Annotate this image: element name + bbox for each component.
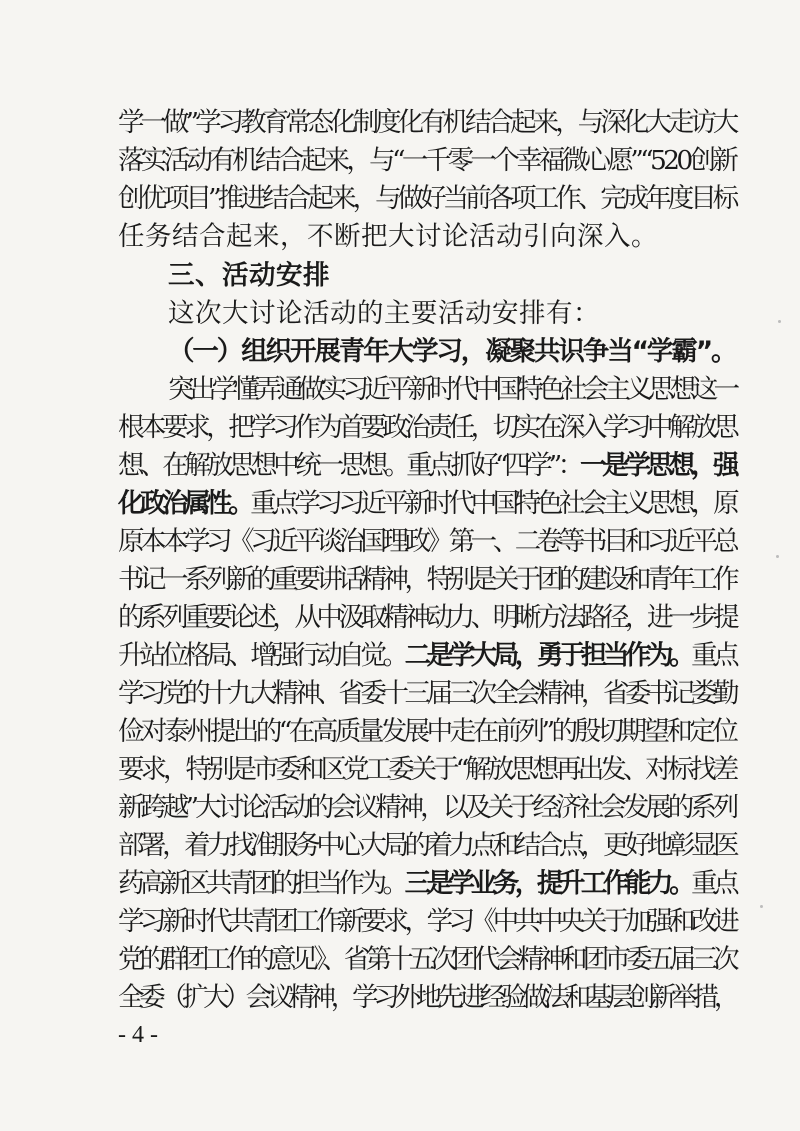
text-segment: 落实活动有机结合起来，与“一千零一个幸福微心愿”“520创新: [118, 145, 736, 176]
text-segment: 学习新时代共青团工作新要求，学习《中共中央关于加强和改进: [118, 906, 736, 937]
text-segment: 书记一系列新的重要讲话精神，特别是关于团的建设和青年工作: [118, 564, 736, 595]
scan-speck: [760, 905, 763, 908]
text-line: [118, 903, 738, 941]
text-segment: 突出学懂弄通做实习近平新时代中国特色社会主义思想这一: [168, 374, 736, 405]
bold-text: 二是学大局，勇于担当作为。: [404, 640, 692, 671]
bold-text: 三是学业务，提升工作能力。: [404, 868, 692, 899]
text-line: [118, 751, 738, 789]
bold-text: 三、活动安排: [168, 260, 330, 291]
text-line: [118, 218, 738, 256]
text-line: [118, 637, 738, 675]
page-number: - 4 -: [118, 1022, 158, 1048]
text-line: [118, 142, 738, 180]
text-line: [168, 295, 738, 333]
text-segment: 根本要求，把学习作为首要政治责任，切实在深入学习中解放思: [118, 412, 736, 443]
text-segment: 的系列重要论述，从中汲取精神动力、明晰方法路径，进一步提: [118, 602, 736, 633]
text-segment: 学一做”学习教育常态化制度化有机结合起来，与深化大走访大: [118, 107, 736, 138]
text-line: [118, 180, 738, 218]
text-segment: 重点: [691, 868, 736, 899]
text-line: [118, 447, 738, 485]
text-line: [118, 865, 738, 903]
bold-text: 化政治属性。: [118, 488, 251, 519]
text-segment: 学习党的十九大精神、省委十三届三次全会精神，省委书记娄勤: [118, 678, 736, 709]
text-segment: 俭对泰州提出的“在高质量发展中走在前列”的殷切期望和定位: [118, 716, 736, 747]
text-segment: 重点学习习近平新时代中国特色社会主义思想，原: [250, 488, 736, 519]
text-segment: 重点: [691, 640, 736, 671]
text-line: [118, 599, 738, 637]
text-line: [168, 333, 738, 371]
bold-text: （一）组织开展青年大学习，凝聚共识争当“学霸”。: [168, 336, 736, 367]
text-segment: 药高新区共青团的担当作为。: [118, 868, 405, 899]
scan-speck: [778, 320, 781, 323]
text-segment: 创优项目”推进结合起来，与做好当前各项工作、完成年度目标: [118, 183, 736, 214]
text-line: [118, 104, 738, 142]
text-segment: 要求，特别是市委和区党工委关于“解放思想再出发、对标找差: [118, 754, 736, 785]
text-segment: 全委（扩大）会议精神，学习外地先进经验做法和基层创新举措，: [118, 982, 736, 1013]
text-segment: 升站位格局、增强行动自觉。: [118, 640, 405, 671]
scan-speck: [776, 555, 779, 558]
text-segment: 这次大讨论活动的主要活动安排有：: [168, 298, 600, 329]
text-segment: 想、在解放思想中统一思想。重点抓好“四学”：: [118, 450, 580, 481]
text-segment: 党的群团工作的意见》、省第十五次团代会精神和团市委五届三次: [118, 944, 735, 975]
text-segment: 原本本学习《习近平谈治国理政》第一、二卷等书目和习近平总: [118, 526, 736, 557]
text-line: [118, 713, 738, 751]
text-segment: 部署，着力找准服务中心大局的着力点和结合点，更好地彰显医: [118, 830, 736, 861]
text-line: [118, 789, 738, 827]
text-line: [168, 257, 738, 295]
text-line: [118, 675, 738, 713]
text-line: [118, 523, 738, 561]
text-line: [118, 561, 738, 599]
bold-text: 一是学思想，强: [579, 450, 736, 481]
text-line: [118, 409, 738, 447]
text-line: [118, 979, 738, 1017]
text-segment: 新跨越”大讨论活动的会议精神，以及关于经济社会发展的系列: [118, 792, 736, 823]
text-line: [118, 485, 738, 523]
text-line: [168, 371, 738, 409]
text-segment: 任务结合起来，不断把大讨论活动引向深入。: [118, 221, 658, 252]
text-line: [118, 827, 738, 865]
text-line: [118, 941, 738, 979]
